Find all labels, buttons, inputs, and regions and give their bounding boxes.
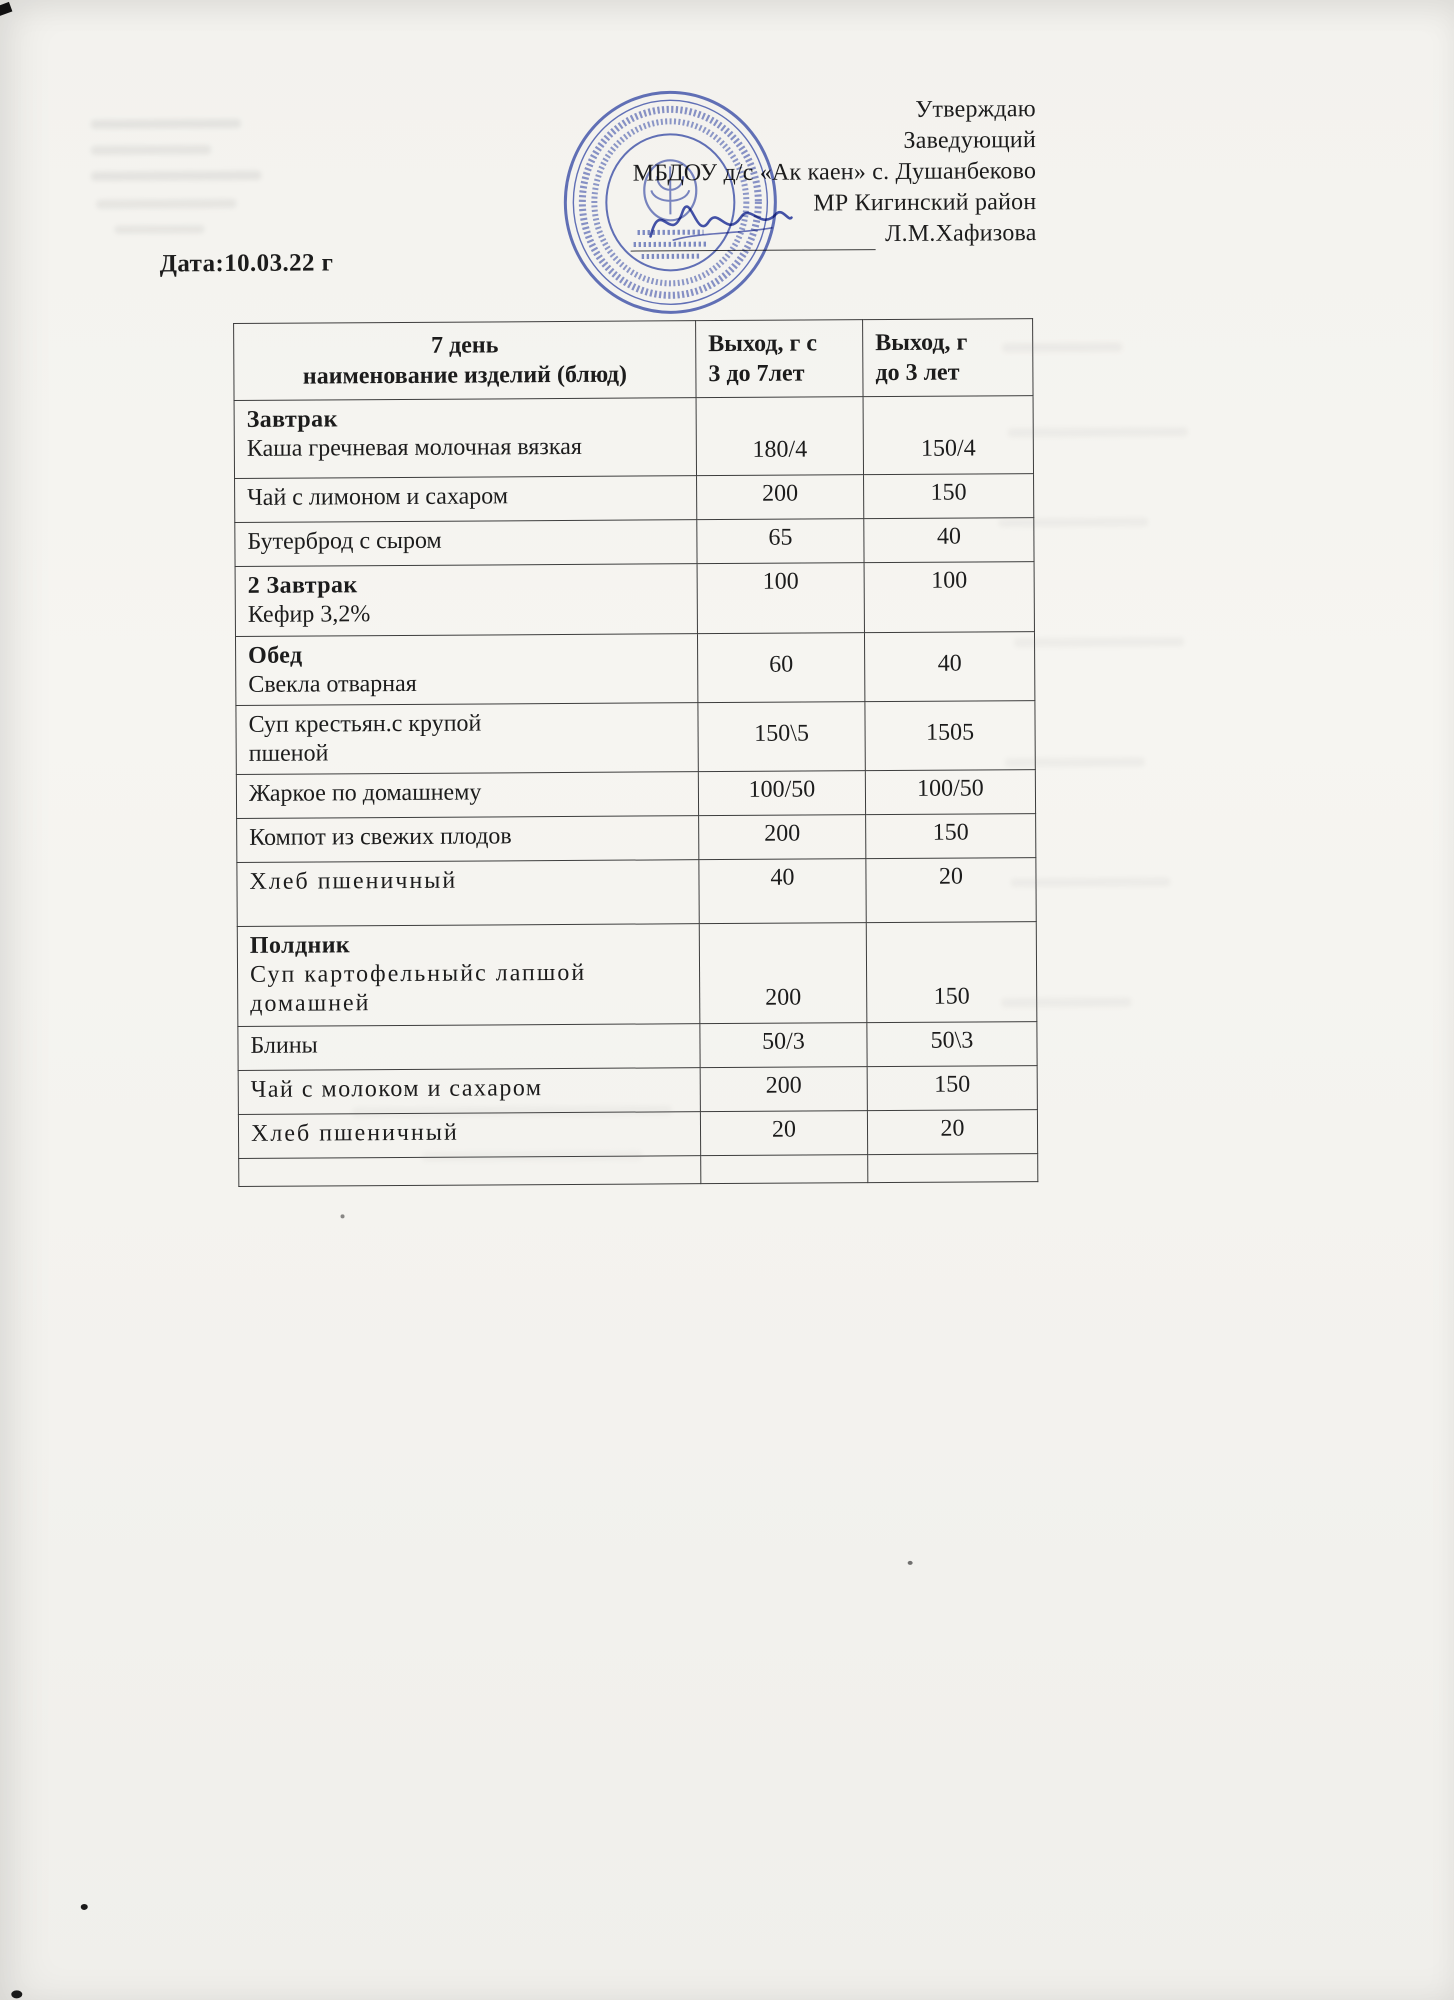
- menu-table-wrap: [233, 318, 990, 1187]
- portion-3-7: 100: [697, 563, 864, 634]
- table-row: [237, 814, 1036, 863]
- dish-name: Чай с лимоном и сахаром: [247, 483, 509, 511]
- portion-under-3: 40: [864, 518, 1034, 563]
- approval-line-1: Утверждаю: [915, 96, 1036, 123]
- portion-under-3: 150: [867, 1066, 1037, 1111]
- approval-line-4: МР Кигинский район: [813, 189, 1037, 217]
- scan-speck: [908, 1561, 913, 1565]
- table-row: [235, 518, 1034, 567]
- scan-speck: [81, 1904, 88, 1910]
- table-row: [237, 858, 1036, 927]
- bleedthrough-artifact: [998, 517, 1148, 527]
- table-row: [236, 701, 1035, 775]
- dish-name: Блины: [250, 1032, 318, 1059]
- dish-name: Свекла отварная: [248, 670, 417, 698]
- bleedthrough-artifact: [114, 225, 204, 234]
- table-row: [238, 1022, 1037, 1071]
- table-row: [235, 474, 1034, 523]
- portion-3-7: 20: [700, 1111, 867, 1156]
- table-row: [234, 396, 1033, 479]
- portion-under-3: 150: [866, 922, 1037, 1023]
- portion-under-3: 50\3: [867, 1022, 1037, 1067]
- portion-3-7: 50/3: [700, 1023, 867, 1068]
- dish-name: Кефир 3,2%: [247, 601, 371, 628]
- bleedthrough-artifact: [1005, 757, 1145, 767]
- scan-corner-mark: [0, 2, 12, 17]
- approval-line-3: МБДОУ д/с «Ак каен» с. Душанбеково: [632, 158, 1037, 187]
- scan-speck: [11, 1990, 22, 1998]
- portion-under-3: 150/4: [863, 396, 1033, 475]
- bleedthrough-artifact: [96, 199, 236, 209]
- portion-3-7: 60: [697, 633, 864, 703]
- meal-section-label: Обед: [248, 642, 303, 669]
- portion-under-3: 20: [867, 1110, 1037, 1155]
- bleedthrough-artifact: [1001, 998, 1131, 1008]
- dish-name: Чай с молоком и сахаром: [250, 1075, 543, 1103]
- table-row: [235, 562, 1034, 637]
- portion-under-3: 40: [864, 632, 1034, 702]
- dish-name: [251, 1161, 694, 1164]
- portion-under-3: 100/50: [865, 770, 1035, 815]
- portion-under-3: 100: [864, 562, 1034, 633]
- table-row: [235, 632, 1034, 706]
- date-label: Дата:10.03.22 г: [159, 249, 334, 278]
- portion-3-7: 180/4: [696, 397, 863, 476]
- signature-scribble-icon: [644, 188, 794, 259]
- meal-section-label: Завтрак: [246, 406, 338, 433]
- scan-speck: [341, 1214, 345, 1218]
- meal-section-label: Полдник: [249, 932, 351, 959]
- table-row: [236, 770, 1035, 819]
- portion-under-3: 20: [866, 858, 1036, 923]
- portion-3-7: 200: [700, 1067, 867, 1112]
- bleedthrough-artifact: [1010, 877, 1170, 887]
- dish-name: Компот из свежих плодов: [249, 823, 512, 851]
- bleedthrough-artifact: [422, 1151, 642, 1162]
- col-header-output-3-7: Выход, г с 3 до 7лет: [696, 320, 863, 398]
- dish-name: Бутерброд с сыром: [247, 527, 442, 555]
- table-header-row: [234, 319, 1033, 401]
- meal-section-label: 2 Завтрак: [247, 572, 358, 599]
- menu-table: [233, 318, 1038, 1187]
- bleedthrough-artifact: [1008, 427, 1188, 437]
- dish-name: Жаркое по домашнему: [248, 779, 482, 807]
- portion-under-3: 150: [866, 814, 1036, 859]
- portion-3-7: 40: [699, 859, 866, 924]
- bleedthrough-artifact: [1002, 343, 1122, 353]
- portion-under-3: [868, 1154, 1038, 1183]
- bleedthrough-artifact: [91, 145, 211, 155]
- portion-3-7: 150\5: [698, 702, 865, 772]
- dish-name: Суп картофельныйс лапшой домашней: [249, 959, 587, 1017]
- portion-3-7: [701, 1155, 868, 1184]
- portion-3-7: 200: [699, 923, 867, 1024]
- col-header-dish: 7 день наименование изделий (блюд): [234, 321, 696, 401]
- portion-3-7: 200: [697, 475, 864, 520]
- approval-line-2: Заведующий: [903, 127, 1037, 154]
- table-row: [237, 922, 1037, 1027]
- dish-name: Хлеб пшеничный: [249, 867, 458, 895]
- bleedthrough-artifact: [91, 171, 261, 181]
- approval-line-5: Л.М.Хафизова: [885, 220, 1037, 248]
- dish-name: Каша гречневая молочная вязкая: [246, 433, 582, 462]
- dish-name: Суп крестьян.с крупой пшеной: [248, 710, 482, 767]
- menu-table-body: [234, 396, 1038, 1187]
- bleedthrough-artifact: [1014, 637, 1184, 647]
- col-header-output-under-3: Выход, г до 3 лет: [863, 319, 1033, 397]
- portion-under-3: 150: [864, 474, 1034, 519]
- bleedthrough-artifact: [352, 1105, 672, 1117]
- portion-3-7: 100/50: [698, 771, 865, 816]
- portion-3-7: 200: [699, 815, 866, 860]
- dish-name: Хлеб пшеничный: [250, 1119, 459, 1147]
- bleedthrough-artifact: [91, 119, 241, 129]
- portion-under-3: 1505: [865, 701, 1035, 771]
- portion-3-7: 65: [697, 519, 864, 564]
